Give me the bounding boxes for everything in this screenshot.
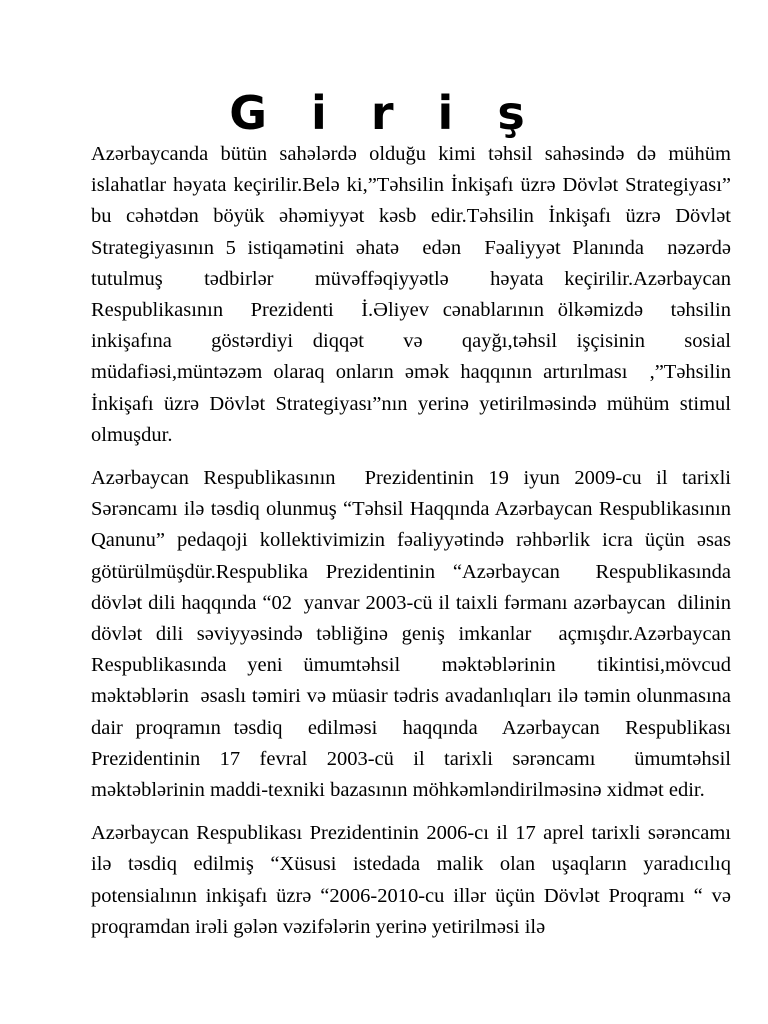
document-body — [91, 139, 747, 955]
paragraph-2: Azərbaycan Respublikasının Prezidentinin 19 iyun 2009-cu il tarixli Sərəncamı ilə təsdiq olunmuş “Təhsil Haqqında Azərbaycan Respublikasının Qanunu” pedaqoji kollektivimizin fəaliyyətində rəhbərlik icra üçün əsas götürülmüşdür.Respublika Prezidentinin “Azərbaycan Respublikasında dövlət dili haqqında “02 yanvar 2003-cü il taixli fərmanı azərbaycan dilinin dövlət dili səviyyəsində təbliğinə geniş imkanlar açmışdır.Azərbaycan Respublikasında yeni ümumtəhsil məktəblərinin tikintisi,mövcud məktəblərin əsaslı təmiri və müasir tədris avadanlıqları ilə təmin olunmasına dair proqramın təsdiq edilməsi haqqında Azərbaycan Respublikası Prezidentinin 17 fevral 2003-cü il tarixli sərəncamı ümumtəhsil məktəblərinin maddi-texniki bazasının möhkəmləndirilməsinə xidmət edir. — [91, 467, 747, 802]
paragraph-1: Azərbaycanda bütün sahələrdə olduğu kimi təhsil sahəsində də mühüm islahatlar həyata keçirilir.Belə ki,”Təhsilin İnkişafı üzrə Dövlət Strategiyası” bu cəhətdən böyük əhəmiyyət kəsb edir.Təhsilin İnkişafı üzrə Dövlət Strategiyasının 5 istiqamətini əhatə edən Fəaliyyət Planında nəzərdə tutulmuş tədbirlər müvəffəqiyyətlə həyata keçirilir.Azərbaycan Respublikasının Prezidenti İ.Əliyev cənablarının ölkəmizdə təhsilin inkişafına göstərdiyi diqqət və qayğı,təhsil işçisinin sosial müdafiəsi,müntəzəm olaraq onların əmək haqqının artırılması ,”Təhsilin İnkişafı üzrə Dövlət Strategiyası”nın yerinə yetirilməsində mühüm stimul olmuşdur. — [91, 143, 742, 446]
paragraph-3: Azərbaycan Respublikası Prezidentinin 2006-cı il 17 aprel tarixli sərəncamı ilə təsdiq edilmiş “Xüsusi istedada malik olan uşaqların yaradıcılıq potensialının inkişafı üzrə “2006-2010-cu illər üçün Dövlət Proqramı “ və proqramdan irəli gələn vəzifələrin yerinə yetirilməsi ilə — [91, 822, 737, 938]
page-title: G i r i ş — [229, 85, 539, 140]
